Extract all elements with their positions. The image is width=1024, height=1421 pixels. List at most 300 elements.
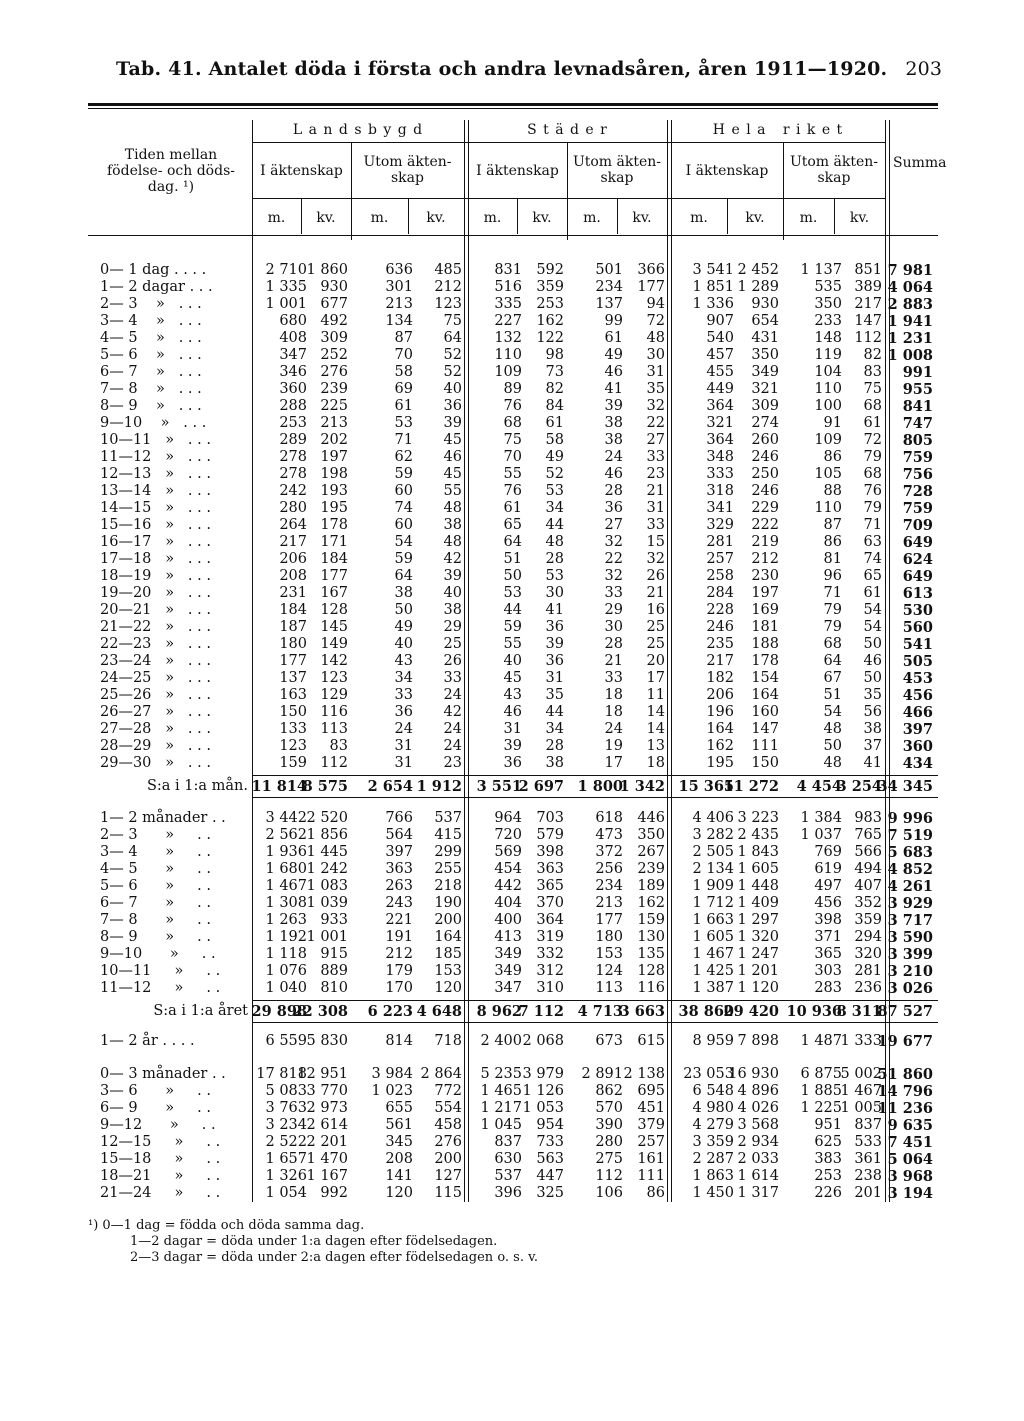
table-cell: 160 [751, 704, 779, 720]
table-cell: 111 [751, 738, 779, 754]
table-cell: 55 [503, 466, 522, 482]
table-cell: 4 713 [577, 1003, 623, 1020]
table-cell: 112 [320, 755, 348, 771]
table-cell: 54 [394, 534, 413, 550]
table-cell: 278 [279, 449, 307, 465]
table-cell: 177 [595, 912, 623, 928]
header-rule [252, 142, 885, 143]
table-cell: 132 [494, 330, 522, 346]
table-cell: 365 [814, 946, 842, 962]
table-cell: 52 [545, 466, 564, 482]
table-cell: 350 [814, 296, 842, 312]
table-cell: 177 [279, 653, 307, 669]
table-row [88, 602, 938, 619]
table-cell: 407 [854, 878, 882, 894]
table-cell: 142 [320, 653, 348, 669]
table-cell: 197 [751, 585, 779, 601]
table-cell: 11 272 [723, 778, 779, 795]
row-label: 1— 2 dagar . . . [100, 279, 213, 295]
table-cell: 130 [637, 929, 665, 945]
table-cell: 360 [279, 381, 307, 397]
summa-cell: 5 683 [887, 844, 933, 861]
table-cell: 150 [751, 755, 779, 771]
summa-cell: 541 [902, 636, 933, 653]
table-cell: 217 [854, 296, 882, 312]
table-cell: 246 [706, 619, 734, 635]
row-label: 15—16 » . . . [100, 517, 211, 533]
table-cell: 540 [706, 330, 734, 346]
header-rule [252, 198, 885, 199]
table-cell: 1 001 [306, 929, 348, 945]
table-cell: 1 137 [800, 262, 842, 278]
table-cell: 3 763 [265, 1100, 307, 1116]
table-cell: 119 [814, 347, 842, 363]
table-cell: 163 [279, 687, 307, 703]
summa-cell: 759 [902, 449, 933, 466]
summa-cell: 1 231 [887, 330, 933, 347]
table-cell: 29 [443, 619, 462, 635]
table-cell: 38 [443, 517, 462, 533]
table-row [88, 347, 938, 364]
table-cell: 1 118 [265, 946, 307, 962]
summa-cell: 560 [902, 619, 933, 636]
table-cell: 51 [503, 551, 522, 567]
table-cell: 274 [751, 415, 779, 431]
table-row [88, 827, 938, 844]
table-cell: 36 [545, 653, 564, 669]
table-cell: 260 [751, 432, 779, 448]
table-row [88, 980, 938, 997]
table-cell: 46 [863, 653, 882, 669]
table-cell: 106 [595, 1185, 623, 1201]
table-cell: 364 [706, 432, 734, 448]
table-cell: 226 [814, 1185, 842, 1201]
row-label: 10—11 » . . . [100, 432, 211, 448]
table-cell: 123 [434, 296, 462, 312]
table-cell: 537 [494, 1168, 522, 1184]
sex-header: m. [799, 210, 818, 226]
row-label: 9—10 » . . . [100, 415, 207, 431]
table-cell: 59 [503, 619, 522, 635]
table-cell: 72 [646, 313, 665, 329]
summa-cell: 3 590 [887, 929, 933, 946]
table-row [88, 912, 938, 929]
table-cell: 359 [536, 279, 564, 295]
footnote: ¹) 0—1 dag = födda och döda samma dag. [88, 1218, 365, 1233]
table-cell: 1 605 [737, 861, 779, 877]
table-cell: 625 [814, 1134, 842, 1150]
table-cell: 54 [863, 619, 882, 635]
table-cell: 2 864 [420, 1066, 462, 1082]
table-cell: 1 023 [371, 1083, 413, 1099]
table-row [88, 381, 938, 398]
table-cell: 44 [503, 602, 522, 618]
summa-cell: 434 [902, 755, 933, 772]
table-cell: 31 [545, 670, 564, 686]
table-cell: 32 [646, 551, 665, 567]
table-cell: 53 [545, 568, 564, 584]
table-cell: 86 [823, 449, 842, 465]
table-cell: 170 [385, 980, 413, 996]
table-cell: 246 [751, 449, 779, 465]
table-cell: 907 [706, 313, 734, 329]
table-cell: 352 [854, 895, 882, 911]
table-row [88, 517, 938, 534]
table-cell: 1 663 [692, 912, 734, 928]
footnote: 1—2 dagar = döda under 1:a dagen efter födelsedagen. [130, 1234, 498, 1249]
summa-cell: 5 064 [887, 1151, 933, 1168]
table-cell: 11 [646, 687, 665, 703]
table-cell: 164 [706, 721, 734, 737]
table-cell: 190 [434, 895, 462, 911]
table-cell: 6 548 [692, 1083, 734, 1099]
table-cell: 24 [443, 738, 462, 754]
table-cell: 263 [385, 878, 413, 894]
table-cell: 636 [385, 262, 413, 278]
table-cell: 59 [394, 551, 413, 567]
summa-cell: 466 [902, 704, 933, 721]
total-rule [252, 1000, 938, 1001]
table-cell: 246 [751, 483, 779, 499]
table-cell: 28 [604, 636, 623, 652]
table-cell: 231 [279, 585, 307, 601]
table-cell: 64 [823, 653, 842, 669]
table-cell: 1 308 [265, 895, 307, 911]
row-label: 14—15 » . . . [100, 500, 211, 516]
column-divider [252, 235, 253, 1202]
table-row [88, 721, 938, 738]
table-cell: 7 898 [737, 1033, 779, 1049]
table-cell: 8 311 [836, 1003, 882, 1020]
row-label: 25—26 » . . . [100, 687, 211, 703]
table-cell: 61 [503, 500, 522, 516]
table-cell: 677 [320, 296, 348, 312]
row-label: 21—24 » . . [100, 1185, 221, 1201]
table-cell: 1 167 [306, 1168, 348, 1184]
table-cell: 3 568 [737, 1117, 779, 1133]
table-cell: 36 [503, 755, 522, 771]
table-cell: 3 984 [371, 1066, 413, 1082]
table-cell: 257 [706, 551, 734, 567]
row-label: 26—27 » . . . [100, 704, 211, 720]
table-cell: 851 [854, 262, 882, 278]
table-cell: 1 040 [265, 980, 307, 996]
table-cell: 123 [279, 738, 307, 754]
summa-cell: 709 [902, 517, 933, 534]
row-label: 6— 9 » . . [100, 1100, 211, 1116]
table-cell: 68 [863, 398, 882, 414]
table-cell: 501 [595, 262, 623, 278]
table-cell: 239 [320, 381, 348, 397]
table-cell: 162 [536, 313, 564, 329]
table-cell: 346 [279, 364, 307, 380]
table-cell: 62 [394, 449, 413, 465]
summa-cell: 759 [902, 500, 933, 517]
table-cell: 38 [604, 415, 623, 431]
table-cell: 1 201 [737, 963, 779, 979]
table-cell: 673 [595, 1033, 623, 1049]
summa-cell: 3 929 [887, 895, 933, 912]
table-cell: 1 445 [306, 844, 348, 860]
table-cell: 27 [646, 432, 665, 448]
table-cell: 473 [595, 827, 623, 843]
table-cell: 1 336 [692, 296, 734, 312]
table-cell: 964 [494, 810, 522, 826]
sex-header: m. [583, 210, 601, 226]
table-cell: 61 [863, 585, 882, 601]
title-text: Tab. 41. Antalet döda i första och andra levnadsåren, åren 1911—1920. [116, 58, 888, 80]
table-cell: 1 448 [737, 878, 779, 894]
table-cell: 39 [503, 738, 522, 754]
row-label: 0— 1 dag . . . . [100, 262, 207, 278]
table-cell: 3 254 [836, 778, 882, 795]
table-cell: 63 [863, 534, 882, 550]
table-cell: 255 [434, 861, 462, 877]
group-landsbygd: L a n d s b y g d [292, 122, 424, 138]
row-label: 16—17 » . . . [100, 534, 211, 550]
table-cell: 45 [503, 670, 522, 686]
table-cell: 915 [320, 946, 348, 962]
table-cell: 71 [394, 432, 413, 448]
table-cell: 257 [637, 1134, 665, 1150]
table-cell: 1 342 [619, 778, 665, 795]
table-cell: 379 [637, 1117, 665, 1133]
header-divider [464, 120, 465, 240]
table-cell: 87 [394, 330, 413, 346]
table-cell: 350 [751, 347, 779, 363]
table-cell: 110 [494, 347, 522, 363]
table-cell: 654 [751, 313, 779, 329]
table-cell: 321 [706, 415, 734, 431]
table-cell: 159 [637, 912, 665, 928]
table-row [88, 500, 938, 517]
summa-cell: 360 [902, 738, 933, 755]
table-cell: 954 [536, 1117, 564, 1133]
column-divider [889, 235, 890, 1202]
table-cell: 3 770 [306, 1083, 348, 1099]
table-cell: 6 223 [367, 1003, 413, 1020]
table-cell: 2 435 [737, 827, 779, 843]
table-cell: 178 [751, 653, 779, 669]
table-cell: 81 [823, 551, 842, 567]
table-cell: 275 [595, 1151, 623, 1167]
table-cell: 1 217 [480, 1100, 522, 1116]
table-cell: 333 [706, 466, 734, 482]
table-cell: 76 [503, 398, 522, 414]
table-cell: 21 [604, 653, 623, 669]
table-row [88, 1185, 938, 1202]
table-cell: 1 487 [800, 1033, 842, 1049]
table-cell: 17 [646, 670, 665, 686]
table-cell: 535 [814, 279, 842, 295]
table-cell: 74 [863, 551, 882, 567]
table-cell: 329 [706, 517, 734, 533]
table-cell: 43 [503, 687, 522, 703]
summa-header: Summa [893, 155, 947, 171]
table-cell: 64 [503, 534, 522, 550]
table-cell: 70 [503, 449, 522, 465]
table-cell: 8 959 [692, 1033, 734, 1049]
table-cell: 179 [385, 963, 413, 979]
table-cell: 50 [823, 738, 842, 754]
row-label: 17—18 » . . . [100, 551, 211, 567]
table-cell: 23 053 [683, 1066, 734, 1082]
summa-cell: 14 796 [877, 1083, 933, 1100]
table-cell: 2 562 [265, 827, 307, 843]
table-cell: 25 [646, 619, 665, 635]
table-cell: 71 [823, 585, 842, 601]
table-cell: 2 973 [306, 1100, 348, 1116]
table-cell: 79 [863, 449, 882, 465]
table-cell: 1 384 [800, 810, 842, 826]
summa-cell: 649 [902, 568, 933, 585]
summa-cell: 7 519 [887, 827, 933, 844]
table-cell: 253 [814, 1168, 842, 1184]
table-cell: 52 [443, 364, 462, 380]
table-cell: 349 [494, 963, 522, 979]
table-cell: 206 [706, 687, 734, 703]
table-cell: 320 [854, 946, 882, 962]
row-label: 10—11 » . . [100, 963, 221, 979]
summa-cell: 3 194 [887, 1185, 933, 1202]
table-cell: 53 [503, 585, 522, 601]
sub-i-aktenskap: I äktenskap [476, 163, 559, 179]
table-cell: 83 [329, 738, 348, 754]
table-cell: 45 [443, 432, 462, 448]
table-cell: 1 045 [480, 1117, 522, 1133]
table-cell: 365 [536, 878, 564, 894]
table-cell: 765 [854, 827, 882, 843]
table-cell: 569 [494, 844, 522, 860]
table-cell: 154 [751, 670, 779, 686]
table-cell: 123 [320, 670, 348, 686]
table-cell: 349 [751, 364, 779, 380]
table-cell: 79 [863, 500, 882, 516]
table-cell: 41 [604, 381, 623, 397]
table-cell: 213 [385, 296, 413, 312]
table-cell: 17 [604, 755, 623, 771]
table-row [88, 619, 938, 636]
table-cell: 177 [637, 279, 665, 295]
table-cell: 1 001 [265, 296, 307, 312]
table-cell: 235 [706, 636, 734, 652]
table-cell: 61 [545, 415, 564, 431]
table-cell: 129 [320, 687, 348, 703]
table-cell: 82 [545, 381, 564, 397]
top-rule [88, 103, 938, 109]
table-cell: 70 [394, 347, 413, 363]
table-cell: 197 [320, 449, 348, 465]
table-cell: 120 [385, 1185, 413, 1201]
table-row [88, 1117, 938, 1134]
table-cell: 32 [604, 568, 623, 584]
table-cell: 630 [494, 1151, 522, 1167]
table-cell: 206 [279, 551, 307, 567]
table-cell: 396 [494, 1185, 522, 1201]
table-cell: 202 [320, 432, 348, 448]
row-label: 28—29 » . . . [100, 738, 211, 754]
row-label: 11—12 » . . [100, 980, 221, 996]
table-cell: 161 [637, 1151, 665, 1167]
table-cell: 8 575 [302, 778, 348, 795]
table-cell: 1 126 [522, 1083, 564, 1099]
row-label: 29—30 » . . . [100, 755, 211, 771]
table-cell: 222 [751, 517, 779, 533]
table-cell: 45 [443, 466, 462, 482]
summa-cell: 728 [902, 483, 933, 500]
table-cell: 242 [279, 483, 307, 499]
table-cell: 234 [595, 279, 623, 295]
table-cell: 1 289 [737, 279, 779, 295]
table-cell: 193 [320, 483, 348, 499]
table-row [88, 364, 938, 381]
table-cell: 145 [320, 619, 348, 635]
row-label: 9—12 » . . [100, 1117, 216, 1133]
row-label: 27—28 » . . . [100, 721, 211, 737]
table-cell: 38 [443, 602, 462, 618]
summa-cell: 3 968 [887, 1168, 933, 1185]
table-cell: 348 [706, 449, 734, 465]
table-cell: 561 [385, 1117, 413, 1133]
table-cell: 983 [854, 810, 882, 826]
table-cell: 992 [320, 1185, 348, 1201]
table-row [88, 670, 938, 687]
table-cell: 814 [385, 1033, 413, 1049]
table-cell: 196 [706, 704, 734, 720]
table-cell: 31 [394, 755, 413, 771]
table-cell: 413 [494, 929, 522, 945]
table-row [88, 810, 938, 827]
table-row [88, 653, 938, 670]
table-cell: 680 [279, 313, 307, 329]
table-cell: 29 [604, 602, 623, 618]
table-cell: 69 [394, 381, 413, 397]
table-cell: 65 [863, 568, 882, 584]
table-cell: 447 [536, 1168, 564, 1184]
table-cell: 84 [545, 398, 564, 414]
table-cell: 1 333 [840, 1033, 882, 1049]
sex-header: kv. [849, 210, 870, 226]
table-cell: 5 830 [306, 1033, 348, 1049]
sub-utom-aktenskap: Utom äkten-skap [363, 154, 452, 186]
table-cell: 122 [536, 330, 564, 346]
table-cell: 408 [279, 330, 307, 346]
table-cell: 110 [814, 500, 842, 516]
row-label: S:a i 1:a året [153, 1003, 248, 1019]
table-cell: 213 [595, 895, 623, 911]
row-label: 19—20 » . . . [100, 585, 211, 601]
group-stader: S t ä d e r [527, 122, 608, 138]
table-row [88, 844, 938, 861]
table-cell: 3 551 [476, 778, 522, 795]
table-cell: 258 [706, 568, 734, 584]
table-cell: 1 470 [306, 1151, 348, 1167]
table-cell: 111 [637, 1168, 665, 1184]
table-cell: 162 [706, 738, 734, 754]
table-cell: 1 680 [265, 861, 307, 877]
table-cell: 149 [320, 636, 348, 652]
table-row [88, 946, 938, 963]
table-cell: 42 [443, 551, 462, 567]
table-cell: 349 [494, 946, 522, 962]
table-cell: 185 [434, 946, 462, 962]
header-divider [667, 120, 668, 240]
table-cell: 4 896 [737, 1083, 779, 1099]
table-cell: 208 [279, 568, 307, 584]
group-hela-riket: H e l a r i k e t [712, 122, 844, 138]
footnote: 2—3 dagar = döda under 2:a dagen efter födelsedagen o. s. v. [130, 1250, 539, 1265]
summa-cell: 4 261 [887, 878, 933, 895]
